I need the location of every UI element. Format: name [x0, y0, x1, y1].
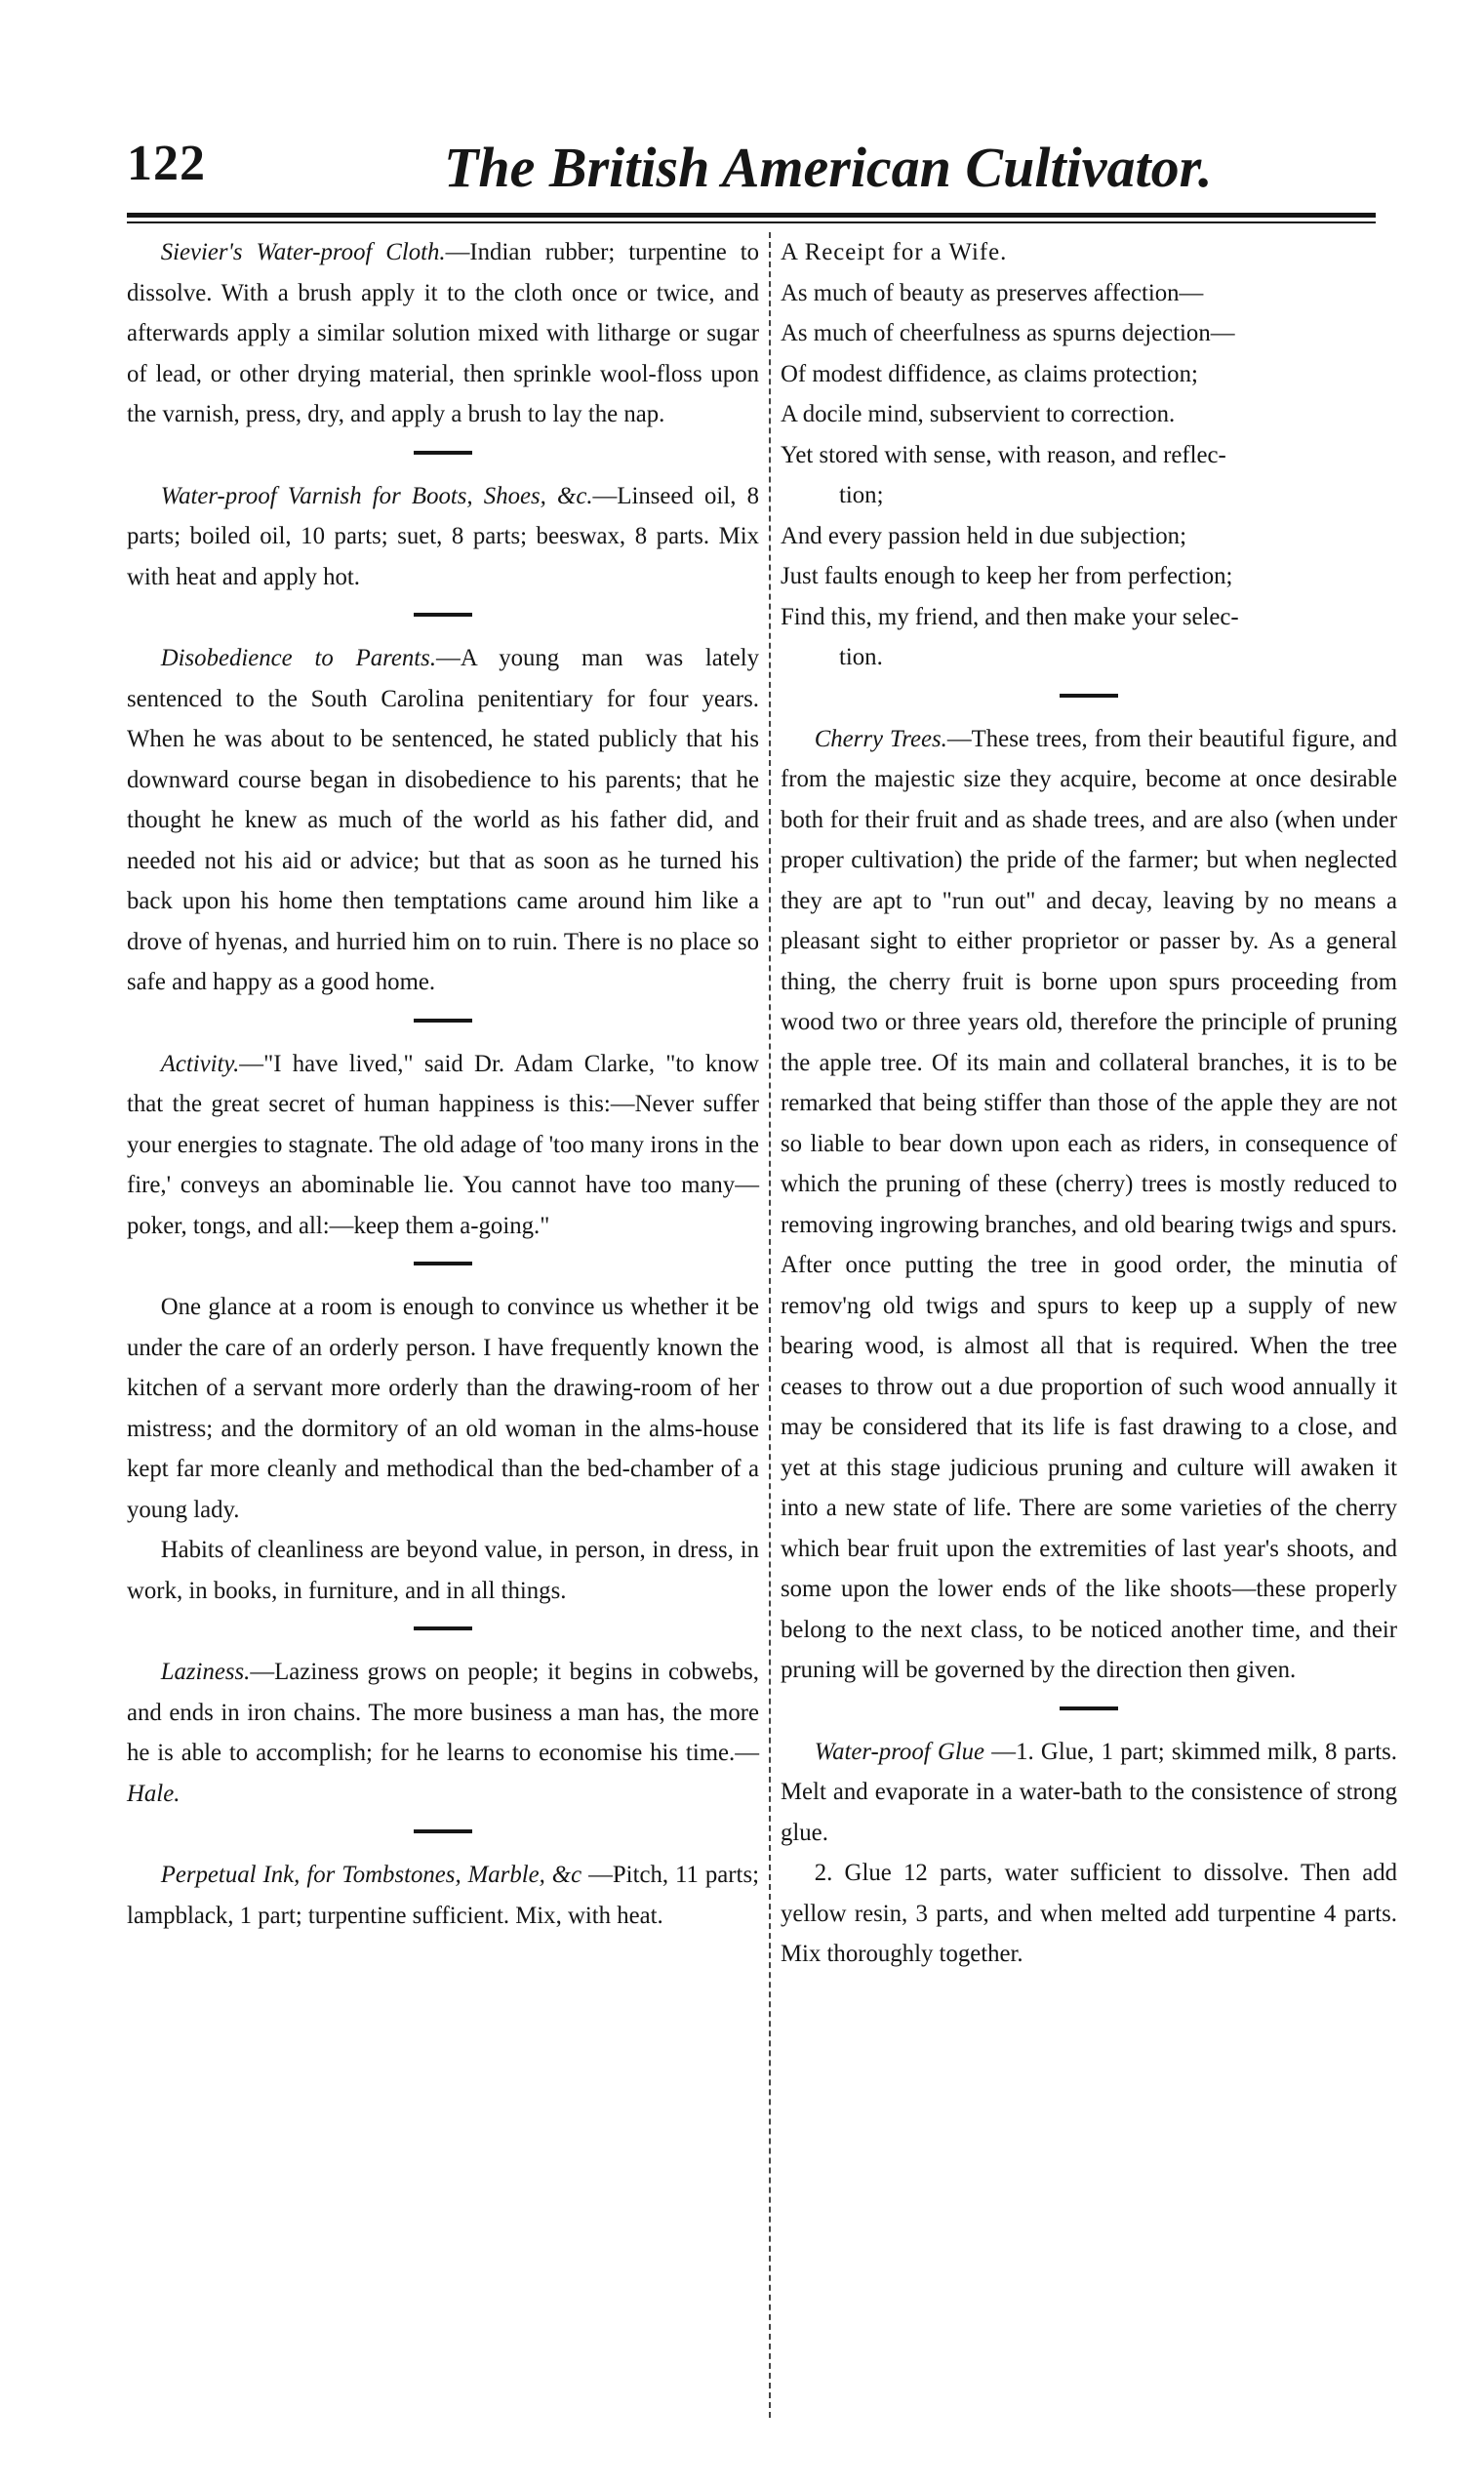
right-column — [781, 232, 1397, 2430]
article-activity — [127, 1044, 759, 1247]
header-rule-thin — [127, 221, 1376, 223]
poem-line: Of modest diffidence, as claims protection; — [781, 360, 1198, 387]
section-divider — [1060, 694, 1118, 698]
page-number: 122 — [127, 136, 206, 191]
article-heading: Laziness. — [160, 1659, 251, 1685]
poem-line: As much of beauty as preserves affection— — [781, 279, 1204, 306]
article-waterproof-glue — [781, 1732, 1397, 1975]
article-waterproof-cloth — [127, 232, 759, 435]
section-divider — [414, 1019, 472, 1023]
header-rule — [127, 213, 1376, 218]
article-laziness — [127, 1652, 759, 1814]
poem-title: A Receipt for a Wife. — [781, 239, 1008, 265]
running-title: The British American Cultivator. — [444, 136, 1213, 199]
section-divider — [414, 613, 472, 617]
article-text: —A young man was lately sentenced to the South Carolina penitentiary for four years. When he was about to be sentenced, he stated publicly that his downward course began in disobedience to his parents; that he thought he knew as much of the world as his father did, and needed not his aid or advice; but that as soon as he turned his back upon his home then temptations came around him like a drove of hyenas, and hurried him on to ruin. There is no place so safe and happy as a good home. — [127, 645, 759, 995]
article-text: —1. Glue, 1 part; skimmed milk, 8 parts. Melt and evaporate in a water-bath to the consistence of strong glue. — [781, 1738, 1397, 1846]
article-heading: Activity. — [160, 1050, 240, 1077]
poem-line: And every passion held in due subjection; — [781, 522, 1186, 549]
article-text: —These trees, from their beautiful figure, and from the majestic size they acquire, become at once desirable both for their fruit and as shade trees, and are also (when under proper cultivation) the pride of the farmer; but when neglected they are apt to "run out" and decay, leaving by no means a pleasant sight to either proprietor or passer by. As a general thing, the cherry fruit is borne upon spurs proceeding from wood two or three years old, therefore the principle of pruning the apple tree. Of its main and collateral branches, it is to be remarked that being stiffer than those of the apple they are not so liable to bear down upon each as riders, in consequence of which the pruning of these (cherry) trees is mostly reduced to removing ingrowing branches, and old bearing twigs and spurs. After once putting the tree in good order, the minutia of remov'ng old twigs and spurs to keep up a supply of new bearing wood, is almost all that is required. When the tree ceases to throw out a due proportion of such wood annually it may be considered that its life is fast drawing to a close, and yet at this stage judicious pruning and culture will awaken it into a new state of life. There are some varieties of the cherry which bear fruit upon the extremities of last year's shoots, and some upon the lower ends of the like shoots—these properly belong to the next class, to be noticed another time, and their pruning will be governed by the direction then given. — [781, 725, 1397, 1683]
article-disobedience — [127, 638, 759, 1003]
article-heading: Cherry Trees. — [814, 725, 947, 752]
article-perpetual-ink — [127, 1855, 759, 1936]
article-text: —"I have lived," said Dr. Adam Clarke, "to know that the great secret of human happiness is this:—Never suffer your energies to stagnate. The old adage of 'too many irons in the fire,' conveys an abominable lie. You cannot have too many—poker, tongs, and all:—keep them a-going." — [127, 1050, 759, 1239]
section-divider — [414, 451, 472, 455]
article-text: One glance at a room is enough to convince us whether it be under the care of an orderly person. I have frequently known the kitchen of a servant more orderly than the drawing-room of her mistress; and the dormitory of an old woman in the alms-house kept far more cleanly and methodical than the bed-chamber of a young lady. — [127, 1294, 759, 1523]
poem-line: A docile mind, subservient to correction. — [781, 401, 1176, 427]
section-divider — [414, 1262, 472, 1265]
poem-line: As much of cheerfulness as spurns dejection— — [781, 320, 1235, 346]
column-divider — [769, 232, 771, 2418]
article-heading: Sievier's Water-proof Cloth. — [160, 239, 446, 265]
left-column — [127, 232, 759, 2430]
section-divider — [414, 1829, 472, 1833]
article-text: —Pitch, 11 parts; lampblack, 1 part; turpentine sufficient. Mix, with heat. — [127, 1862, 759, 1929]
article-text: —Linseed oil, 8 parts; boiled oil, 10 parts; suet, 8 parts; beeswax, 8 parts. Mix with heat and apply hot. — [127, 482, 760, 590]
poem-line: Yet stored with sense, with reason, and reflec- — [781, 441, 1226, 468]
article-heading: Water-proof Glue — [814, 1738, 985, 1765]
poem-line: tion. — [839, 644, 883, 670]
article-glance — [127, 1287, 759, 1611]
poem-line: Find this, my friend, and then make your selec- — [781, 603, 1239, 630]
article-heading: Water-proof Varnish for Boots, Shoes, &c. — [160, 482, 593, 509]
poem-line: tion; — [839, 482, 884, 508]
article-text: 2. Glue 12 parts, water sufficient to dissolve. Then add yellow resin, 3 parts, and when melted add turpentine 4 parts. Mix thoroughly together. — [781, 1860, 1397, 1967]
article-text: —Indian rubber; turpentine to dissolve. With a brush apply it to the cloth once or twice, and afterwards apply a similar solution mixed with litharge or sugar of lead, or other drying material, then sprinkle wool-floss upon the varnish, press, dry, and apply a brush to lay the nap. — [127, 239, 759, 427]
article-signature: Hale. — [127, 1780, 180, 1807]
article-waterproof-varnish — [127, 476, 759, 598]
article-text: Habits of cleanliness are beyond value, in person, in dress, in work, in books, in furniture, and in all things. — [127, 1537, 759, 1604]
article-heading: Disobedience to Parents. — [160, 645, 437, 671]
poem-receipt-for-a-wife — [781, 232, 1397, 678]
poem-line: Just faults enough to keep her from perfection; — [781, 563, 1233, 589]
section-divider — [1060, 1706, 1118, 1710]
article-cherry-trees — [781, 719, 1397, 1691]
article-text: —Laziness grows on people; it begins in cobwebs, and ends in iron chains. The more business a man has, the more he is able to accomplish; for he learns to economise his time.— — [127, 1659, 759, 1766]
article-heading: Perpetual Ink, for Tombstones, Marble, &c — [160, 1862, 582, 1888]
section-divider — [414, 1626, 472, 1630]
